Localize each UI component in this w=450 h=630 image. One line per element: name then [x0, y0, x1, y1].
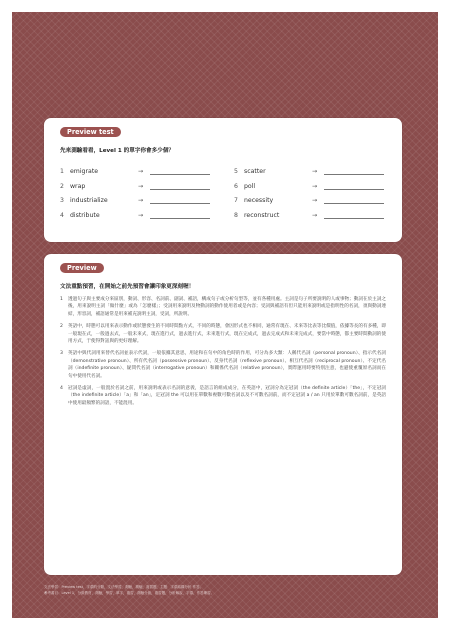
vocab-number: 6 [234, 182, 238, 190]
point-text: 冠詞是虛詞，一般置於名詞之前，用來說明或表示名詞的意義，是語言的組成成分，在英語中，冠詞分為定冠詞（the definite article）「the」，不定冠詞（the indefinite article）「a」和「an」，定冠詞 the 可以用在單數和複數可數名詞以及不可數名詞前，而不定冠詞 a / an 只用於單數可數名詞前，是英語中使用最頻繁的詞語，不能混用。 [68, 386, 386, 406]
point-number: 2 [60, 324, 63, 330]
vocab-item [234, 163, 384, 175]
arrow-icon: → [312, 211, 318, 219]
vocab-word: distribute [70, 211, 100, 219]
vocab-number: 8 [234, 211, 238, 219]
vocab-word: reconstruct [244, 211, 280, 219]
footer-line: 文法學習：Preview test，字彙的分類，文法學習，測驗，測驗，複習題，主題：字彙結構分析 作答。 [44, 585, 204, 589]
vocab-item [234, 207, 384, 219]
vocab-number: 7 [234, 197, 238, 204]
answer-blank[interactable] [150, 165, 210, 175]
vocab-item [60, 192, 210, 204]
answer-blank[interactable] [324, 180, 384, 190]
vocab-item [60, 178, 210, 190]
arrow-icon: → [312, 182, 318, 190]
vocab-word: emigrate [70, 168, 99, 175]
arrow-icon: → [312, 197, 318, 204]
vocab-word: scatter [244, 168, 266, 175]
point-text: 透過句子與主要成分來區別，動詞、形容、名詞前、副詞、補語，構成句子或分析句型等，並有各種用處。主詞是句子所要說明的人或事物；動詞在於主詞之後，用來說明主詞「做什麼」或為「怎麼樣」；受詞用來說明及物動詞的動作使用者或是內容；受詞與補語有但只能用來說明或是指明性的名詞，須與動詞連結，形容詞，補語通常是用來補充說明主詞，受詞，所說明。 [68, 297, 386, 317]
point-number: 1 [60, 297, 63, 302]
answer-blank[interactable] [150, 180, 210, 190]
vocab-word: poll [244, 182, 256, 190]
answer-blank[interactable] [150, 194, 210, 204]
grammar-points-list [60, 296, 386, 412]
vocab-number: 3 [60, 197, 64, 204]
arrow-icon: → [138, 211, 144, 219]
answer-blank[interactable] [324, 209, 384, 219]
arrow-icon: → [138, 197, 144, 204]
grammar-point [60, 385, 386, 407]
point-text: 英語中，時態可以用來表示動作或狀態發生的不同時間點方式，不同的時態，會因形式也不相同，通常有現在、未來等比表等比價值，依據等長的有多種，即一般現在式，一般過去式，一般未來式，現在進行式，過去進行式，未來進行式，現在完成式，過去完成式和未來完成式，要當中時態，都主要時間動詞的使用方式，于使得對話與的更好理解。 [68, 324, 386, 345]
footer-line: 參考書目：Level 1，分級教材，測驗，學習，單字，複習，測驗分級，複習題，分析解說，字彙，作答練習。 [44, 590, 215, 595]
point-number: 3 [60, 351, 63, 357]
point-number: 4 [60, 386, 63, 392]
preview-test-instruction: 先來測驗看看，Level 1 的單字你會多少個？ [60, 148, 175, 154]
answer-blank[interactable] [150, 209, 210, 219]
vocab-word: necessity [244, 197, 274, 204]
arrow-icon: → [138, 168, 144, 175]
preview-card [44, 254, 402, 575]
vocab-item [234, 192, 384, 204]
preview-intro: 文法重點預習，在開始之前先預習會讓印象更深刻喔！ [60, 284, 195, 290]
vocab-item [60, 163, 210, 175]
grammar-point [60, 296, 386, 318]
vocab-number: 1 [60, 168, 64, 175]
grammar-point [60, 323, 386, 345]
point-text: 英語中與代詞用來替代名詞並表示代詞，一般依據其意思，用途和在句中的角色時的作用，可分為多大類：人稱代名詞（personal pronoun）、指示代名詞（demonstrative pronoun）、所有代名詞（possessive pronoun）、反身代名詞（reflexive pronoun）、相互代名詞（reciprocal pronoun）、不定代名詞（indefinite pronoun）、疑問代名詞（interrogative pronoun）和關係代名詞（relative pronoun），實際運用時要特別注意，也避使重覆原名詞而在句中使用代名詞。 [68, 351, 386, 379]
page-footer [44, 585, 402, 596]
vocab-number: 5 [234, 168, 238, 175]
arrow-icon: → [138, 182, 144, 190]
vocab-number: 4 [60, 211, 64, 219]
grammar-point [60, 350, 386, 380]
answer-blank[interactable] [324, 165, 384, 175]
vocab-word: wrap [70, 182, 86, 190]
vocab-list [60, 163, 390, 221]
preview-test-card [44, 118, 402, 242]
preview-test-badge: Preview test [60, 127, 121, 137]
vocab-item [234, 178, 384, 190]
vocab-item [60, 207, 210, 219]
vocab-number: 2 [60, 182, 64, 190]
arrow-icon: → [312, 168, 318, 175]
answer-blank[interactable] [324, 194, 384, 204]
preview-badge: Preview [60, 263, 104, 273]
vocab-word: industrialize [70, 197, 108, 204]
